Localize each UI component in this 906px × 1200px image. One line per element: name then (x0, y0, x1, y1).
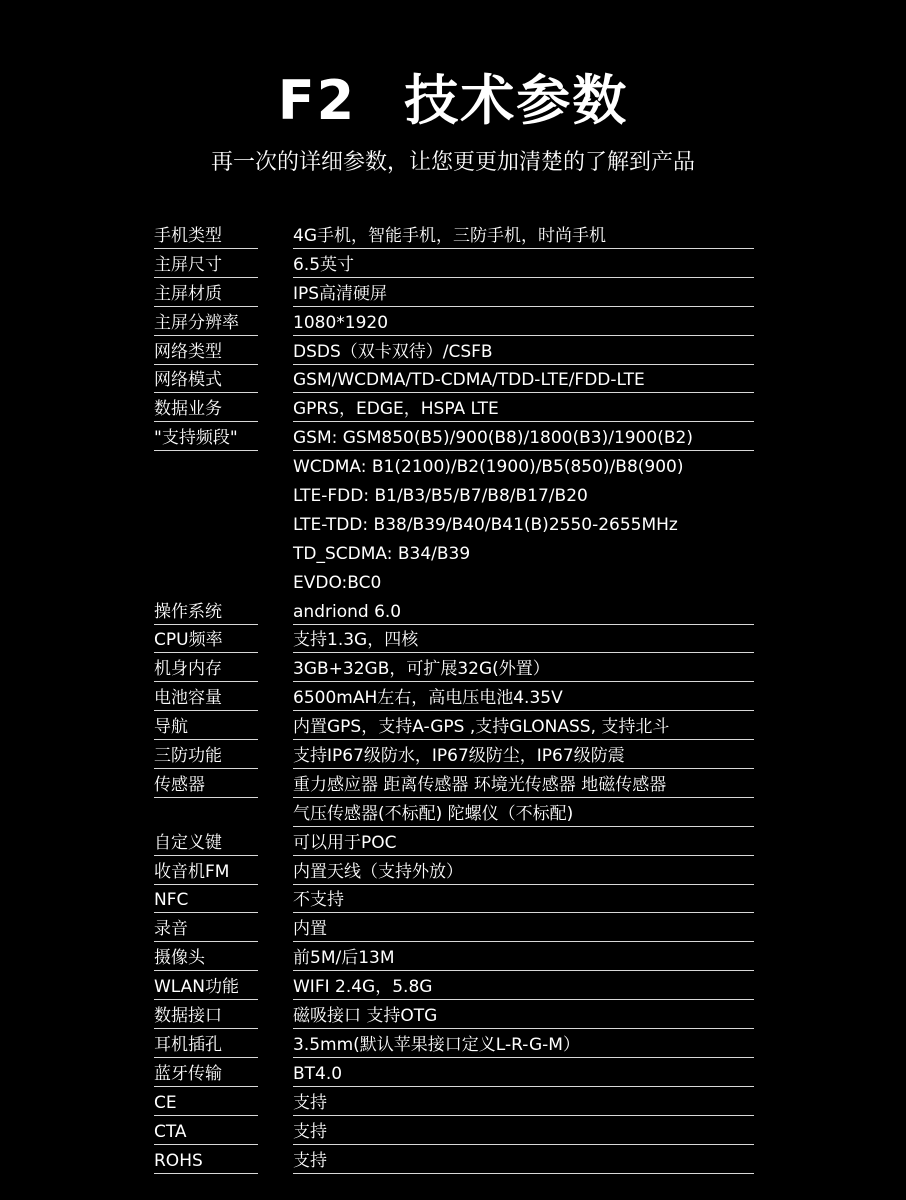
spec-value: 6.5英寸 (293, 251, 754, 278)
spec-row-bands (154, 424, 754, 453)
spec-table (154, 222, 754, 1175)
spec-row-wlan (154, 973, 754, 1002)
page-title (0, 62, 906, 140)
spec-value: 不支持 (293, 886, 754, 913)
spec-value: 支持 (293, 1089, 754, 1116)
spec-label: "支持频段" (154, 424, 258, 451)
spec-row-sensors-optional (154, 800, 754, 829)
spec-row-bands-lte-fdd (154, 482, 754, 511)
spec-value: 前5M/后13M (293, 944, 754, 971)
spec-row-navigation (154, 713, 754, 742)
spec-label: ROHS (154, 1147, 258, 1174)
spec-value: 4G手机，智能手机，三防手机，时尚手机 (293, 222, 754, 249)
spec-row-data-service (154, 395, 754, 424)
spec-value: 可以用于POC (293, 829, 754, 856)
spec-row-cta (154, 1118, 754, 1147)
spec-row-bluetooth (154, 1060, 754, 1089)
spec-label: 网络模式 (154, 366, 258, 393)
spec-value: GSM/WCDMA/TD-CDMA/TDD-LTE/FDD-LTE (293, 366, 754, 393)
spec-label: 耳机插孔 (154, 1031, 258, 1058)
spec-value: 内置天线（支持外放） (293, 858, 754, 885)
spec-label: 自定义键 (154, 829, 258, 856)
spec-value: BT4.0 (293, 1060, 754, 1087)
spec-label: 操作系统 (154, 598, 258, 625)
spec-label: 收音机FM (154, 858, 258, 885)
spec-value: 1080*1920 (293, 309, 754, 336)
spec-value: 支持IP67级防水，IP67级防尘，IP67级防震 (293, 742, 754, 769)
spec-value: 内置GPS，支持A-GPS ,支持GLONASS, 支持北斗 (293, 713, 754, 740)
spec-label: 手机类型 (154, 222, 258, 249)
spec-value: GSM: GSM850(B5)/900(B8)/1800(B3)/1900(B2) (293, 424, 754, 451)
spec-row-nfc (154, 886, 754, 915)
spec-value: 磁吸接口 支持OTG (293, 1002, 754, 1029)
spec-value: andriond 6.0 (293, 598, 754, 625)
spec-label: WLAN功能 (154, 973, 258, 1000)
spec-row-ce (154, 1089, 754, 1118)
spec-row-phone-type (154, 222, 754, 251)
spec-row-bands-wcdma (154, 453, 754, 482)
spec-value: WIFI 2.4G，5.8G (293, 973, 754, 1000)
spec-label: 传感器 (154, 771, 258, 798)
spec-row-bands-lte-tdd (154, 511, 754, 540)
spec-row-resolution (154, 309, 754, 338)
spec-row-network-mode (154, 366, 754, 395)
spec-value: EVDO:BC0 (293, 572, 382, 593)
spec-value: DSDS（双卡双待）/CSFB (293, 338, 754, 365)
spec-value: LTE-TDD: B38/B39/B40/B41(B)2550-2655MHz (293, 514, 678, 535)
spec-value: 3.5mm(默认苹果接口定义L-R-G-M） (293, 1031, 754, 1058)
spec-value: GPRS，EDGE，HSPA LTE (293, 395, 754, 422)
spec-row-bands-evdo (154, 569, 754, 598)
spec-value: 内置 (293, 915, 754, 942)
spec-label: 导航 (154, 713, 258, 740)
spec-row-sensors (154, 771, 754, 800)
page-subtitle: 再一次的详细参数，让您更更加清楚的了解到产品 (210, 150, 695, 175)
spec-label: 机身内存 (154, 655, 258, 682)
spec-row-screen-size (154, 251, 754, 280)
spec-label: 摄像头 (154, 944, 258, 971)
spec-row-data-port (154, 1002, 754, 1031)
spec-row-rugged (154, 742, 754, 771)
spec-label: NFC (154, 886, 258, 913)
spec-value: IPS高清硬屏 (293, 280, 754, 307)
spec-row-screen-material (154, 280, 754, 309)
spec-row-cpu (154, 626, 754, 655)
spec-value: 6500mAH左右，高电压电池4.35V (293, 684, 754, 711)
spec-row-headphone (154, 1031, 754, 1060)
spec-value: 气压传感器(不标配) 陀螺仪（不标配) (293, 800, 754, 827)
spec-label: 主屏材质 (154, 280, 258, 307)
model-name: F2 (277, 69, 357, 132)
spec-label: 三防功能 (154, 742, 258, 769)
spec-label: 网络类型 (154, 338, 258, 365)
spec-value: WCDMA: B1(2100)/B2(1900)/B5(850)/B8(900) (293, 457, 684, 478)
spec-value: 支持 (293, 1147, 754, 1174)
spec-label: 主屏分辨率 (154, 309, 258, 336)
spec-label: 录音 (154, 915, 258, 942)
spec-row-custom-key (154, 829, 754, 858)
spec-row-network-type (154, 338, 754, 367)
spec-value: 支持1.3G，四核 (293, 626, 754, 653)
spec-label: CPU频率 (154, 626, 258, 653)
title-heading: 技术参数 (404, 69, 629, 132)
spec-value: 3GB+32GB，可扩展32G(外置） (293, 655, 754, 682)
spec-row-os (154, 598, 754, 627)
spec-value: LTE-FDD: B1/B3/B5/B7/B8/B17/B20 (293, 486, 588, 507)
spec-label: CE (154, 1089, 258, 1116)
spec-value: TD_SCDMA: B34/B39 (293, 543, 471, 564)
spec-row-bands-td-scdma (154, 540, 754, 569)
spec-row-fm (154, 858, 754, 887)
spec-label: 电池容量 (154, 684, 258, 711)
spec-label: 数据业务 (154, 395, 258, 422)
spec-label: CTA (154, 1118, 258, 1145)
spec-row-rohs (154, 1147, 754, 1176)
spec-row-memory (154, 655, 754, 684)
spec-value: 重力感应器 距离传感器 环境光传感器 地磁传感器 (293, 771, 754, 798)
spec-value: 支持 (293, 1118, 754, 1145)
spec-row-recording (154, 915, 754, 944)
spec-row-camera (154, 944, 754, 973)
spec-label: 主屏尺寸 (154, 251, 258, 278)
spec-label: 蓝牙传输 (154, 1060, 258, 1087)
spec-label: 数据接口 (154, 1002, 258, 1029)
spec-row-battery (154, 684, 754, 713)
